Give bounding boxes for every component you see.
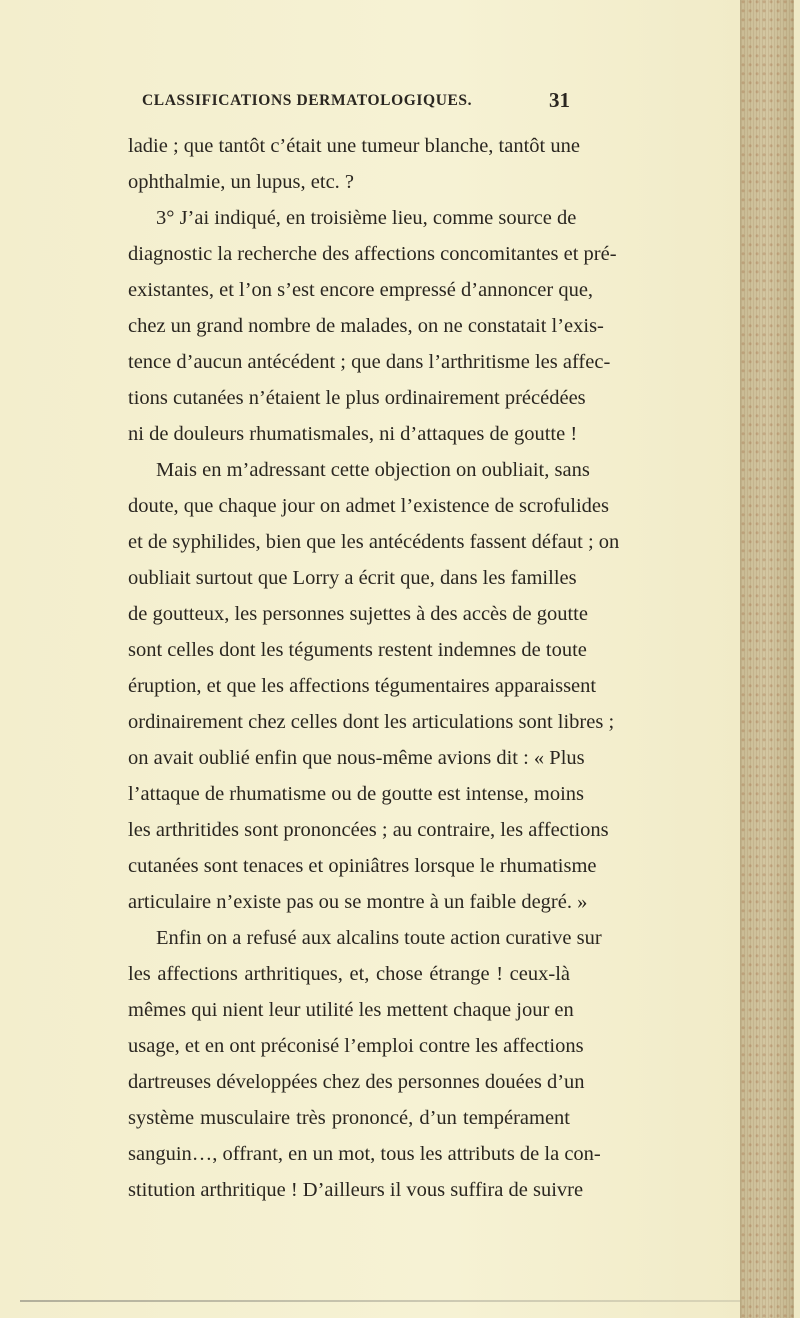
text-line: sont celles dont les téguments restent indemnes de toute xyxy=(128,639,587,661)
text-line: usage, et en ont préconisé l’emploi contre les affections xyxy=(128,1035,584,1057)
running-title: CLASSIFICATIONS DERMATOLOGIQUES. xyxy=(142,92,473,109)
text-line: doute, que chaque jour on admet l’existence de scrofulides xyxy=(128,495,610,517)
text-line: de goutteux, les personnes sujettes à des accès de goutte xyxy=(128,603,588,625)
text-line: et de syphilides, bien que les antécédents fassent défaut ; on xyxy=(128,531,620,553)
text-line: les affections arthritiques, et, chose étrange ! ceux-là xyxy=(128,963,570,985)
text-line: mêmes qui nient leur utilité les mettent chaque jour en xyxy=(128,999,574,1021)
text-line: ladie ; que tantôt c’était une tumeur blanche, tantôt une xyxy=(128,135,580,157)
page-number: 31 xyxy=(549,88,570,112)
text-line: les arthritides sont prononcées ; au contraire, les affections xyxy=(128,819,609,841)
text-line: cutanées sont tenaces et opiniâtres lorsque le rhumatisme xyxy=(128,855,597,877)
text-line: système musculaire très prononcé, d’un tempérament xyxy=(128,1107,570,1129)
text-line: Mais en m’adressant cette objection on oubliait, sans xyxy=(156,459,590,481)
text-line: l’attaque de rhumatisme ou de goutte est intense, moins xyxy=(128,783,585,805)
text-line: on avait oublié enfin que nous-même avions dit : « Plus xyxy=(128,747,585,769)
text-line: existantes, et l’on s’est encore empressé d’annoncer que, xyxy=(128,279,594,301)
bottom-shadow-line xyxy=(20,1300,740,1302)
background-strip xyxy=(794,0,800,1318)
page-edge-stack xyxy=(740,0,795,1318)
text-line: articulaire n’existe pas ou se montre à un faible degré. » xyxy=(128,891,588,913)
text-line: tence d’aucun antécédent ; que dans l’arthritisme les affec- xyxy=(128,351,611,373)
text-line: stitution arthritique ! D’ailleurs il vous suffira de suivre xyxy=(128,1179,584,1201)
text-line: ordinairement chez celles dont les articulations sont libres ; xyxy=(128,711,615,733)
text-line: Enfin on a refusé aux alcalins toute action curative sur xyxy=(156,927,602,949)
text-line: éruption, et que les affections tégumentaires apparaissent xyxy=(128,675,597,697)
text-line: 3° J’ai indiqué, en troisième lieu, comme source de xyxy=(156,207,577,229)
text-line: oubliait surtout que Lorry a écrit que, dans les familles xyxy=(128,567,577,589)
text-line: ophthalmie, un lupus, etc. ? xyxy=(128,171,355,193)
body-text xyxy=(128,128,620,1208)
page-header xyxy=(128,88,570,112)
text-line: chez un grand nombre de malades, on ne constatait l’exis- xyxy=(128,315,604,337)
text-line: diagnostic la recherche des affections concomitantes et pré- xyxy=(128,243,617,265)
text-line: dartreuses développées chez des personnes douées d’un xyxy=(128,1071,585,1093)
text-line: sanguin…, offrant, en un mot, tous les attributs de la con- xyxy=(128,1143,601,1165)
text-line: ni de douleurs rhumatismales, ni d’attaques de goutte ! xyxy=(128,423,578,445)
text-line: tions cutanées n’étaient le plus ordinairement précédées xyxy=(128,387,586,409)
